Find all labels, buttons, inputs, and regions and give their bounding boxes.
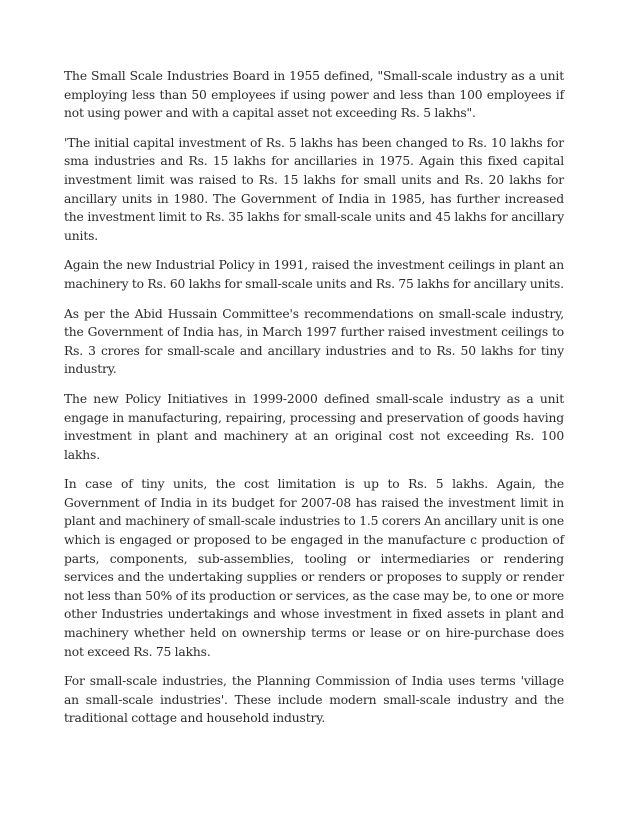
document-body: [64, 67, 564, 739]
paragraph-abid-hussain-committee: As per the Abid Hussain Committee's recommendations on small-scale industry, the Government of India has, in March 1997 further raised investment ceilings to Rs. 3 crores for small-scale and ancillary industries and to Rs. 50 lakhs for tiny industry.: [64, 306, 564, 377]
paragraph-capital-investment-history: 'The initial capital investment of Rs. 5 lakhs has been changed to Rs. 10 lakhs for sma industries and Rs. 15 lakhs for ancillaries in 1975. Again this fixed capital investment limit was raised to Rs. 15 lakhs for small units and Rs. 20 lakhs for ancillary units in 1980. The Government of India in 1985, has further increased the investment limit to Rs. 35 lakhs for small-scale units and 45 lakhs for ancillary units.: [64, 135, 564, 243]
paragraph-ssi-board-1955: The Small Scale Industries Board in 1955 defined, "Small-scale industry as a unit employing less than 50 employees if using power and less than 100 employees if not using power and with a capital asset not exceeding Rs. 5 lakhs".: [64, 69, 564, 121]
paragraph-tiny-units-ancillary: In case of tiny units, the cost limitation is up to Rs. 5 lakhs. Again, the Government of India in its budget for 2007-08 has raised the investment limit in plant and machinery of small-scale industries to 1.5 corers An ancillary unit is one which is engaged or proposed to be engaged in the manufacture c production of parts, components, sub-assemblies, tooling or intermediaries or rendering services and the undertaking supplies or renders or proposes to supply or render not less than 50% of its production or services, as the case may be, to one or more other Industries undertakings and whose investment in fixed assets in plant and machinery whether held on ownership terms or lease or on hire-purchase does not exceed Rs. 75 lakhs.: [64, 477, 564, 659]
paragraph-planning-commission: For small-scale industries, the Planning Commission of India uses terms 'village an small-scale industries'. These include modern small-scale industry and the traditional cottage and household industry.: [64, 674, 564, 726]
paragraph-industrial-policy-1991: Again the new Industrial Policy in 1991, raised the investment ceilings in plant an machinery to Rs. 60 lakhs for small-scale units and Rs. 75 lakhs for ancillary units.: [64, 258, 564, 291]
paragraph-policy-initiatives-1999: The new Policy Initiatives in 1999-2000 defined small-scale industry as a unit engage in manufacturing, repairing, processing and preservation of goods having investment in plant and machinery at an original cost not exceeding Rs. 100 lakhs.: [64, 391, 564, 462]
